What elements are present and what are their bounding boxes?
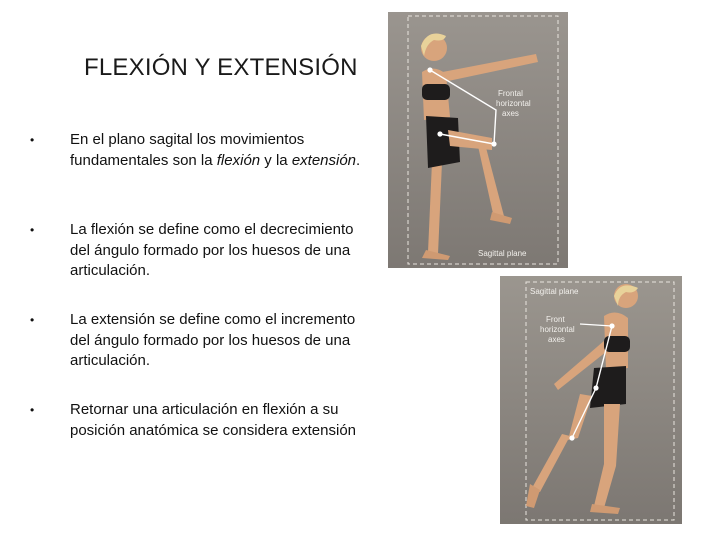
bullet-text: Retornar una articulación en flexión a su posición anatómica se considera extensión [70,401,357,439]
axes-label-line: axes [548,335,565,344]
flexion-photo [388,12,568,268]
axes-label-line: Frontal [498,89,523,98]
slide-title: FLEXIÓN Y EXTENSIÓN [84,54,358,81]
plane-label: Sagittal plane [478,249,527,258]
bullet-text: La flexión se define como el decrecimiento del ángulo formado por los huesos de una articulación. [70,221,354,279]
bullet-dot: • [30,403,35,417]
axes-label-line: Front [546,315,565,324]
bullet-dot: • [30,223,35,237]
extension-figure [500,276,682,524]
axes-label-line: horizontal [540,325,575,334]
axes-label-line: horizontal [496,99,531,108]
bullet-dot: • [30,313,35,327]
plane-label: Sagittal plane [530,287,579,296]
bullet-text: La extensión se define como el incremento del ángulo formado por los huesos de una articulación. [70,311,356,369]
flexion-figure [388,12,568,268]
extension-photo [500,276,682,524]
bullet-text: En el plano sagital los movimientos fundamentales son la flexión y la extensión. [70,131,361,169]
bullet-dot: • [30,133,35,147]
axes-label-line: axes [502,109,519,118]
